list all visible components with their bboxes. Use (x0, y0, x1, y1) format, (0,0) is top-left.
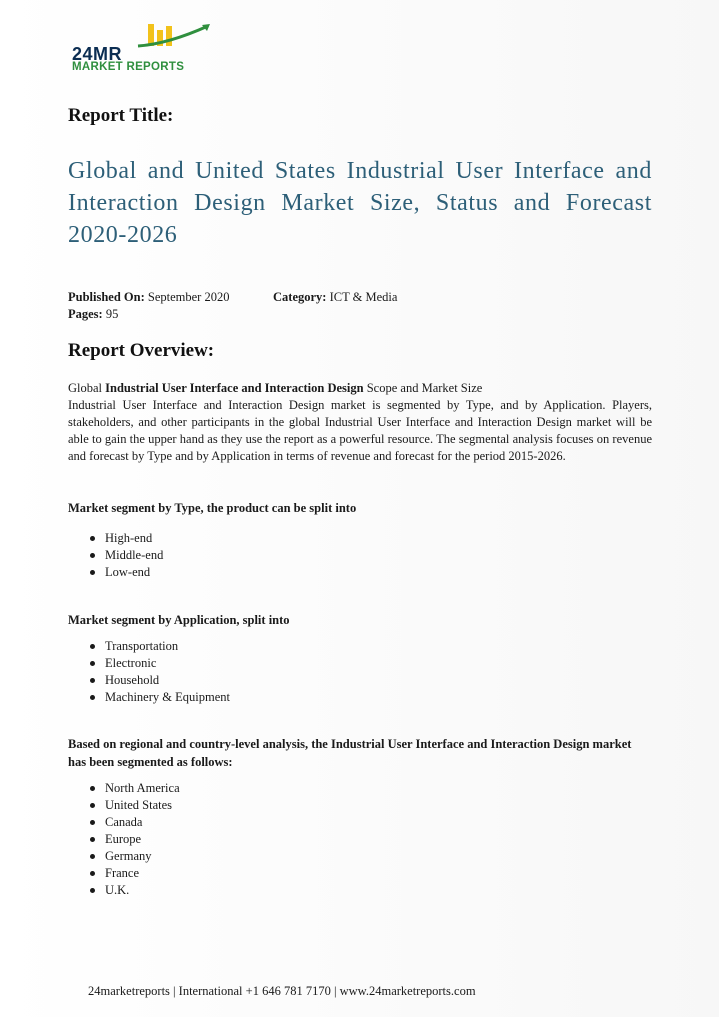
lead-suffix: Scope and Market Size (363, 381, 483, 395)
segment-type-heading: Market segment by Type, the product can be split into (68, 501, 357, 515)
segment-application-heading: Market segment by Application, split into (68, 613, 290, 627)
segment-region-heading: Based on regional and country-level analysis, the Industrial User Interface and Interaction Design market has been segmented as follows: (68, 737, 632, 769)
pages-value: 95 (105, 307, 119, 321)
bullet-icon (90, 695, 95, 700)
list-item (89, 564, 163, 581)
list-item-text: United States (105, 798, 173, 812)
company-logo (68, 20, 218, 80)
bullet-icon (90, 678, 95, 683)
report-overview-heading: Report Overview: (68, 340, 215, 361)
list-item (89, 848, 180, 865)
list-item (89, 797, 180, 814)
list-item (89, 814, 180, 831)
list-item (89, 638, 230, 655)
list-item (89, 831, 180, 848)
bullet-icon (90, 820, 95, 825)
logo-text-market-reports: MARKET REPORTS (72, 61, 185, 73)
bullet-icon (90, 871, 95, 876)
bullet-icon (90, 536, 95, 541)
list-item-text: France (105, 866, 140, 880)
bullet-icon (90, 888, 95, 893)
page-footer: 24marketreports | International +1 646 781 7170 | www.24marketreports.com (88, 984, 476, 998)
published-label: Published On: (68, 290, 145, 304)
list-item (89, 530, 163, 547)
list-item-text: Machinery & Equipment (105, 690, 230, 704)
list-item-text: Household (105, 673, 160, 687)
category (273, 290, 397, 305)
list-item-text: Electronic (105, 656, 157, 670)
list-item-text: Germany (105, 849, 152, 863)
list-item-text: Low-end (105, 565, 151, 579)
overview-paragraph (68, 380, 652, 465)
list-item (89, 780, 180, 797)
bullet-icon (90, 803, 95, 808)
list-item-text: High-end (105, 531, 153, 545)
bullet-icon (90, 854, 95, 859)
published-value: September 2020 (147, 290, 230, 304)
bullet-icon (90, 661, 95, 666)
published-on (68, 290, 229, 305)
list-item (89, 655, 230, 672)
list-item (89, 547, 163, 564)
bullet-icon (90, 837, 95, 842)
list-item (89, 865, 180, 882)
list-item-text: North America (105, 781, 180, 795)
list-item-text: Europe (105, 832, 142, 846)
pages-label: Pages: (68, 307, 103, 321)
bullet-icon (90, 786, 95, 791)
list-item-text: Canada (105, 815, 143, 829)
segment-type-list (89, 530, 163, 581)
list-item (89, 689, 230, 706)
category-value: ICT & Media (329, 290, 398, 304)
overview-lead (68, 380, 652, 397)
report-title-label: Report Title: (68, 105, 174, 126)
list-item-text: U.K. (105, 883, 130, 897)
list-item (89, 882, 180, 899)
segment-region-list (89, 780, 180, 899)
bullet-icon (90, 570, 95, 575)
segment-application-list (89, 638, 230, 706)
list-item (89, 672, 230, 689)
pages (68, 307, 118, 322)
list-item-text: Middle-end (105, 548, 164, 562)
bullet-icon (90, 644, 95, 649)
list-item-text: Transportation (105, 639, 179, 653)
bullet-icon (90, 553, 95, 558)
category-label: Category: (273, 290, 327, 304)
lead-prefix: Global (68, 381, 106, 395)
overview-body: Industrial User Interface and Interaction Design market is segmented by Type, and by Application. Players, stakeholders, and other participants in the global Industrial User Interface and Interaction Design market will be able to gain the upper hand as they use the report as a powerful resource. The segmental analysis focuses on revenue and forecast by Type and by Application in terms of revenue and forecast for the period 2015-2026. (68, 398, 652, 463)
logo-text-24mr: 24MR (72, 44, 123, 64)
lead-bold: Industrial User Interface and Interaction Design (105, 381, 364, 395)
report-title: Global and United States Industrial User Interface and Interaction Design Market Size, Status and Forecast 2020-2026 (68, 158, 652, 248)
